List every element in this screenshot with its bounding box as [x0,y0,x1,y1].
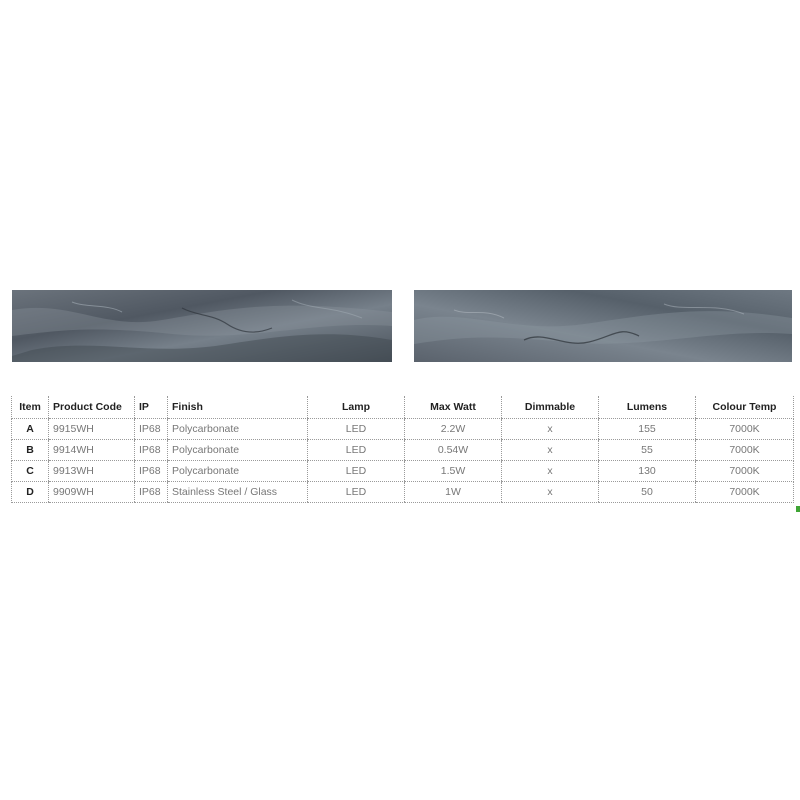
cell-lamp: LED [308,440,405,461]
cell-lumens: 55 [599,440,696,461]
table-row [12,461,794,482]
cell-lamp: LED [308,419,405,440]
cell-max-watt: 2.2W [405,419,502,440]
cell-ip: IP68 [135,461,168,482]
cell-finish: Polycarbonate [168,419,308,440]
table-row [12,440,794,461]
cell-dimmable: x [502,440,599,461]
cell-ip: IP68 [135,482,168,503]
header-colour-temp: Colour Temp [696,396,794,419]
cell-item: C [12,461,49,482]
cell-product-code: 9913WH [49,461,135,482]
cell-dimmable: x [502,482,599,503]
cell-item: D [12,482,49,503]
header-ip: IP [135,396,168,419]
cell-finish: Stainless Steel / Glass [168,482,308,503]
cell-colour-temp: 7000K [696,440,794,461]
cell-colour-temp: 7000K [696,461,794,482]
cell-item: B [12,440,49,461]
cell-finish: Polycarbonate [168,461,308,482]
header-max-watt: Max Watt [405,396,502,419]
header-product-code: Product Code [49,396,135,419]
cell-ip: IP68 [135,440,168,461]
cell-dimmable: x [502,419,599,440]
header-lamp: Lamp [308,396,405,419]
header-dimmable: Dimmable [502,396,599,419]
table-header-row [12,396,794,419]
header-item: Item [12,396,49,419]
cell-lamp: LED [308,461,405,482]
cell-lamp: LED [308,482,405,503]
cell-product-code: 9914WH [49,440,135,461]
slate-stone-image-left [12,290,392,362]
table-row [12,482,794,503]
cell-max-watt: 0.54W [405,440,502,461]
header-lumens: Lumens [599,396,696,419]
product-spec-table [11,396,794,503]
cell-colour-temp: 7000K [696,419,794,440]
cell-lumens: 50 [599,482,696,503]
cell-item: A [12,419,49,440]
cell-dimmable: x [502,461,599,482]
cell-product-code: 9915WH [49,419,135,440]
header-finish: Finish [168,396,308,419]
cell-lumens: 130 [599,461,696,482]
cell-finish: Polycarbonate [168,440,308,461]
slate-stone-image-right [414,290,792,362]
green-accent-mark [796,506,800,512]
cell-max-watt: 1.5W [405,461,502,482]
table-row [12,419,794,440]
cell-max-watt: 1W [405,482,502,503]
cell-product-code: 9909WH [49,482,135,503]
cell-ip: IP68 [135,419,168,440]
cell-lumens: 155 [599,419,696,440]
cell-colour-temp: 7000K [696,482,794,503]
